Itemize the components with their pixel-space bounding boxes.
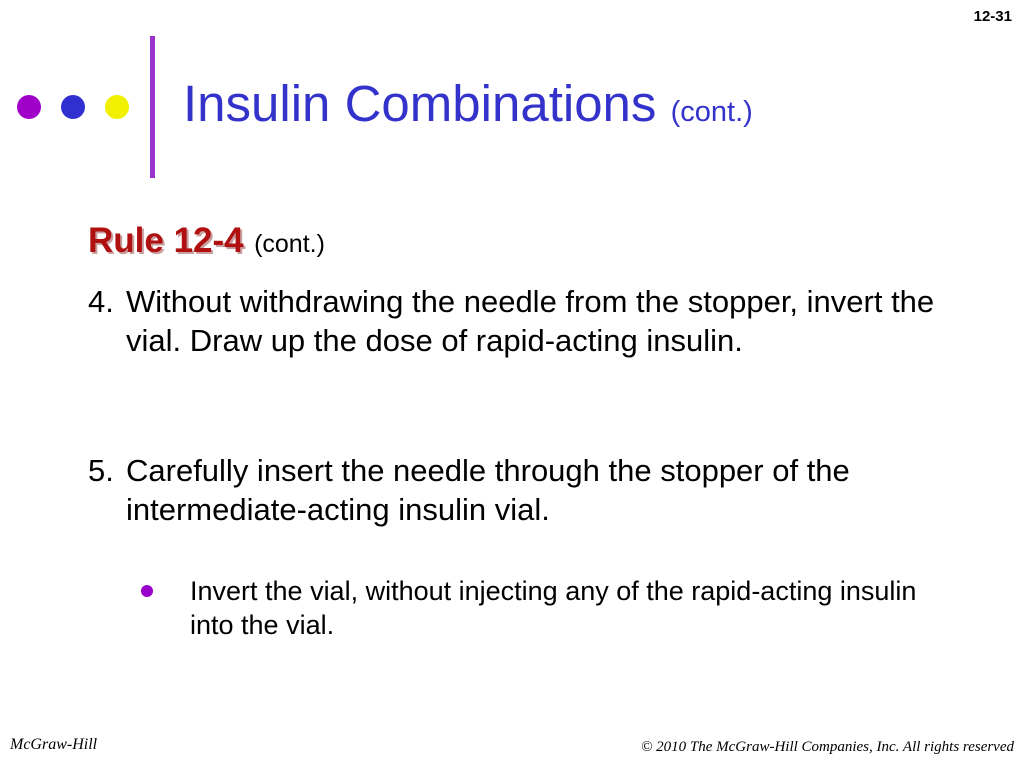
blue-dot-icon (61, 95, 85, 119)
publisher-logo: McGraw-Hill (10, 736, 98, 753)
title-suffix: (cont.) (670, 96, 753, 128)
copyright-notice: © 2010 The McGraw-Hill Companies, Inc. All rights reserved (640, 739, 1014, 755)
sub-list-item (141, 574, 961, 642)
title-text: Insulin Combinations (183, 75, 657, 132)
purple-dot-icon (17, 95, 41, 119)
sub-item-text: Invert the vial, without injecting any of the rapid-acting insulin into the vial. (190, 576, 917, 640)
title-divider (150, 36, 155, 178)
rule-label: Rule 12-4 (88, 221, 244, 260)
list-item (88, 282, 988, 360)
decorative-dots (17, 95, 132, 121)
slide-number: 12-31 (973, 8, 1012, 25)
yellow-dot-icon (105, 95, 129, 119)
item-number: 5. (88, 453, 114, 488)
rule-suffix: (cont.) (254, 230, 325, 258)
item-number: 4. (88, 284, 114, 319)
list-item (88, 451, 988, 529)
item-text: Without withdrawing the needle from the stopper, invert the vial. Draw up the dose of rapid-acting insulin. (126, 284, 935, 358)
rule-heading (88, 223, 325, 258)
slide-title (183, 75, 753, 132)
item-text: Carefully insert the needle through the stopper of the intermediate-acting insulin vial. (126, 453, 850, 527)
bullet-icon (141, 585, 153, 597)
